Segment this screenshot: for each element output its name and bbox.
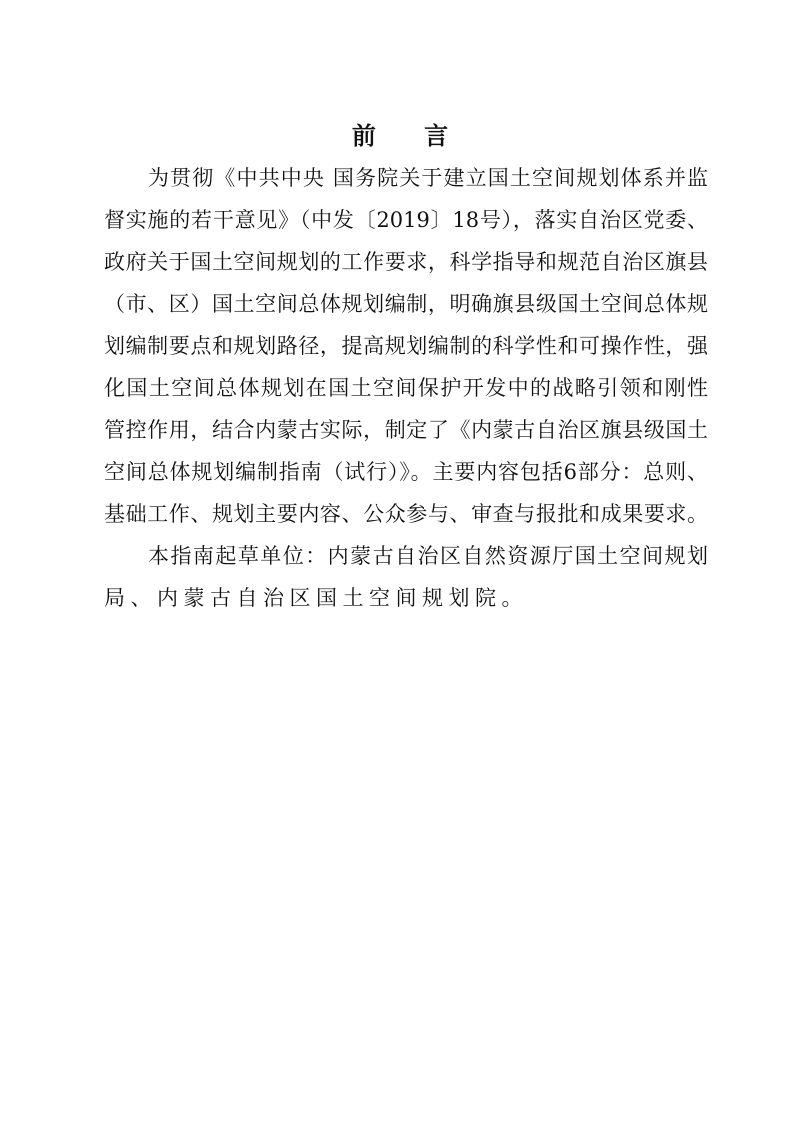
text-line: 政府关于国土空间规划的工作要求，科学指导和规范自治区旗县 xyxy=(104,250,708,274)
text-line: 化国土空间总体规划在国土空间保护开发中的战略引领和刚性 xyxy=(104,376,708,400)
text-line: 基础工作、规划主要内容、公众参与、审查与报批和成果要求。 xyxy=(104,502,708,526)
text-line: 空间总体规划编制指南（试行）》。主要内容包括6部分：总则、 xyxy=(104,460,708,484)
text-line: 局、内蒙古自治区国土空间规划院。 xyxy=(104,586,528,610)
text-line: （市、区）国土空间总体规划编制，明确旗县级国土空间总体规 xyxy=(104,292,708,316)
text-line: 为贯彻《中共中央 国务院关于建立国土空间规划体系并监 xyxy=(148,166,708,190)
text-line: 管控作用，结合内蒙古实际，制定了《内蒙古自治区旗县级国土 xyxy=(104,418,708,442)
text-line: 划编制要点和规划路径，提高规划编制的科学性和可操作性，强 xyxy=(104,334,708,358)
text-line: 督实施的若干意见》（中发〔2019〕18号），落实自治区党委、 xyxy=(104,208,708,232)
text-line: 本指南起草单位：内蒙古自治区自然资源厅国土空间规划 xyxy=(148,544,708,568)
page-title: 前 言 xyxy=(351,121,469,150)
